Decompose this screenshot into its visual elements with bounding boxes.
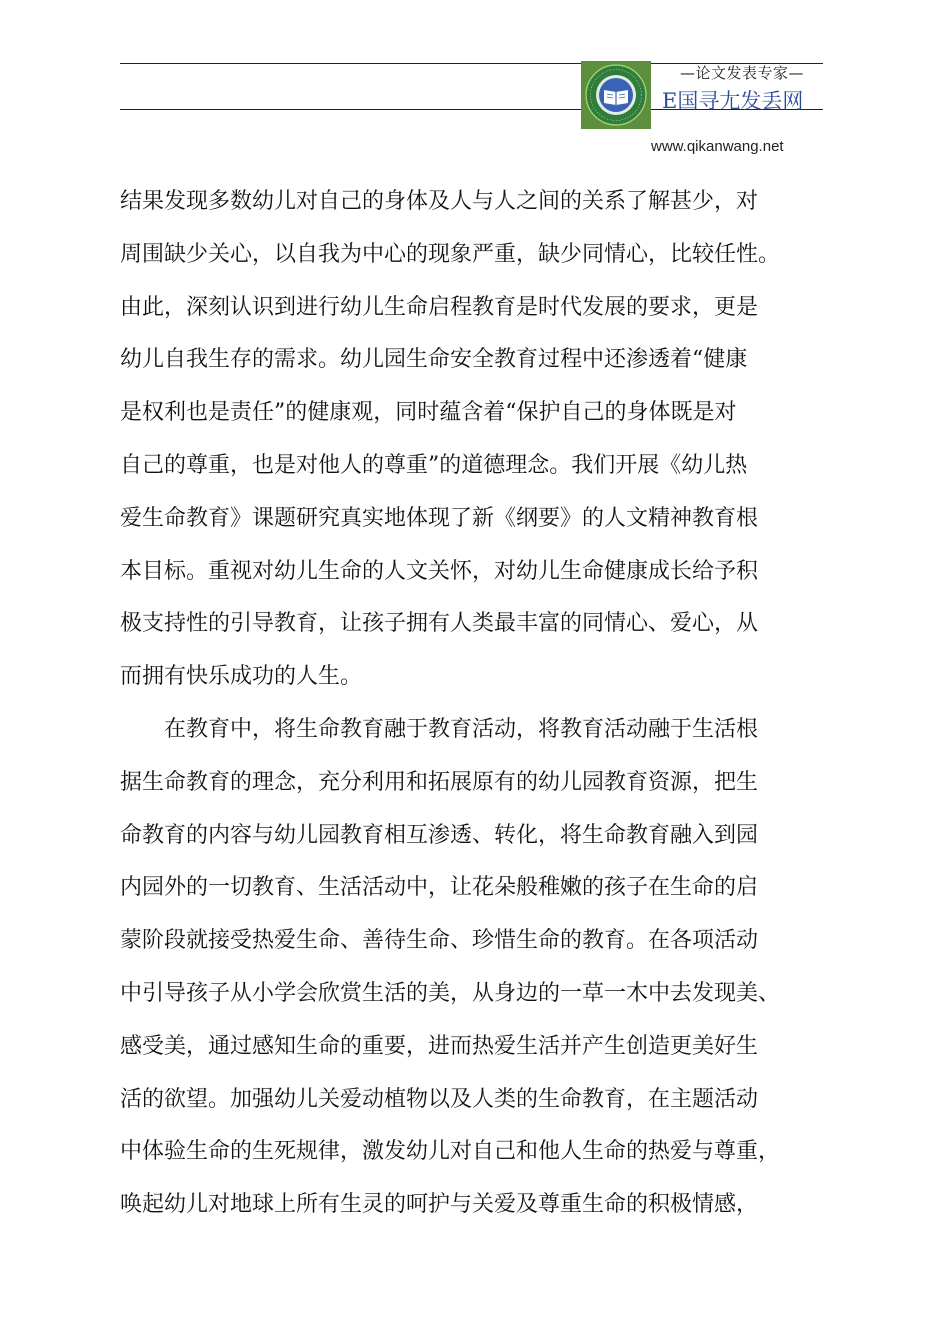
text-line: 周围缺少关心，以自我为中心的现象严重，缺少同情心，比较任性。 — [120, 241, 781, 267]
text-line: 命教育的内容与幼儿园教育相互渗透、转化，将生命教育融入到园 — [120, 822, 759, 848]
text-line: 唤起幼儿对地球上所有生灵的呵护与关爱及尊重生命的积极情感， — [120, 1192, 759, 1218]
header-brand-name: E国寻尢发丢网 — [662, 89, 804, 113]
text-line: 蒙阶段就接受热爱生命、善待生命、珍惜生命的教育。在各项活动 — [120, 928, 759, 954]
text-line: 结果发现多数幼儿对自己的身体及人与人之间的关系了解甚少，对 — [120, 189, 759, 214]
text-line: 极支持性的引导教育，让孩子拥有人类最丰富的同情心、爱心，从 — [120, 611, 759, 637]
site-logo — [581, 61, 651, 129]
text-line: 感受美，通过感知生命的重要，进而热爱生活并产生创造更美好生 — [120, 1033, 759, 1059]
text-line: 爱生命教育》课题研究真实地体现了新《纲要》的人文精神教育根 — [120, 505, 759, 531]
header-website-url: www.qikanwang.net — [651, 138, 784, 155]
text-line: 自己的尊重，也是对他人的尊重”的道德理念。我们开展《幼儿热 — [120, 452, 748, 478]
text-line: 中引导孩子从小学会欣赏生活的美，从身边的一草一木中去发现美、 — [120, 980, 781, 1006]
body-text — [120, 176, 830, 1232]
text-line: 幼儿自我生存的需求。幼儿园生命安全教育过程中还渗透着“健康 — [120, 347, 748, 373]
text-line: 是权利也是责任”的健康观，同时蕴含着“保护自己的身体既是对 — [120, 400, 737, 426]
text-line: 在教育中，将生命教育融于教育活动，将教育活动融于生活根 — [120, 716, 759, 742]
text-line: 由此，深刻认识到进行幼儿生命启程教育是时代发展的要求，更是 — [120, 294, 759, 320]
text-line: 内园外的一切教育、生活活动中，让花朵般稚嫩的孩子在生命的启 — [120, 875, 759, 901]
text-line: 中体验生命的生死规律，激发幼儿对自己和他人生命的热爱与尊重， — [120, 1139, 781, 1165]
text-line: 活的欲望。加强幼儿关爱动植物以及人类的生命教育，在主题活动 — [120, 1086, 759, 1112]
text-line: 据生命教育的理念，充分利用和拓展原有的幼儿园教育资源，把生 — [120, 769, 759, 795]
text-line: 本目标。重视对幼儿生命的人文关怀，对幼儿生命健康成长给予积 — [120, 558, 759, 584]
header-tagline: —论文发表专家— — [680, 64, 805, 82]
text-line: 而拥有快乐成功的人生。 — [120, 664, 363, 690]
